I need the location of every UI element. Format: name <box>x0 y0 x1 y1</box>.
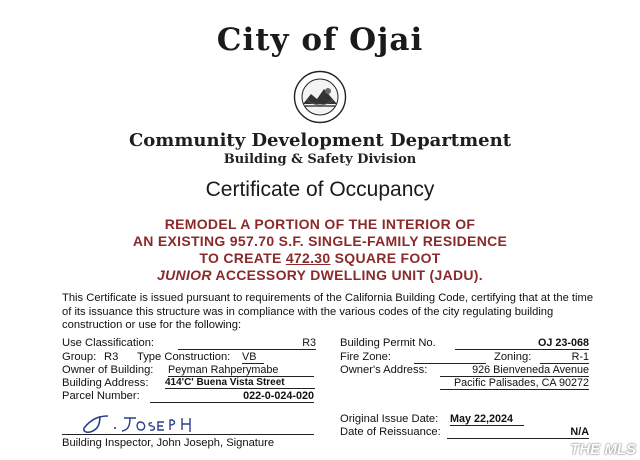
project-line-4-end: ACCESSORY DWELLING UNIT (JADU). <box>211 267 483 283</box>
handwritten-signature <box>78 410 218 436</box>
project-line-2: AN EXISTING 957.70 S.F. SINGLE-FAMILY RESIDENCE <box>132 233 508 249</box>
project-line-4 <box>0 267 640 283</box>
project-line-3 <box>0 250 640 266</box>
certificate-statement: This Certificate is issued pursuant to requirements of the California Building Code, certifying that at the time of its issuance this structure was in compliance with the various codes of the city regulating building construction or use for the following: <box>62 292 594 331</box>
mls-watermark-logo: THE MLS <box>570 441 636 458</box>
project-line-3-end: SQUARE FOOT <box>330 250 441 266</box>
owner-address-line-1: 926 Bienveneda Avenue <box>440 364 589 377</box>
issue-date-value: May 22,2024 <box>450 413 524 426</box>
use-classification-label: Use Classification: <box>62 337 155 349</box>
type-construction-value: VB <box>242 351 264 364</box>
project-line-4-emphasis: JUNIOR <box>157 267 212 283</box>
signature-line <box>62 434 314 435</box>
type-construction-label: Type Construction: <box>137 351 231 363</box>
group-label: Group: <box>62 351 97 363</box>
fire-zone-label: Fire Zone: <box>340 351 391 363</box>
building-address-value: 414'C' Buena Vista Street <box>165 377 315 389</box>
signature-caption: Building Inspector, John Joseph, Signature <box>62 437 275 449</box>
fire-zone-value <box>414 351 486 364</box>
division-name: Building & Safety Division <box>223 152 417 167</box>
permit-label: Building Permit No. <box>340 337 436 349</box>
certificate-title: Certificate of Occupancy <box>205 178 435 201</box>
issue-date-label: Original Issue Date: <box>340 413 439 425</box>
owner-label: Owner of Building: <box>62 364 154 376</box>
building-address-label: Building Address: <box>62 377 149 389</box>
department-name: Community Development Department <box>128 130 512 151</box>
project-line-3-start: TO CREATE <box>199 250 286 266</box>
owner-address-line-2: Pacific Palisades, CA 90272 <box>440 377 589 390</box>
reissue-date-value: N/A <box>447 426 589 439</box>
use-classification-value: R3 <box>178 337 316 350</box>
city-title: City of Ojai <box>216 22 424 58</box>
group-value: R3 <box>104 351 119 363</box>
owner-value: Peyman Rahperymabe <box>168 364 314 377</box>
zoning-value: R-1 <box>540 351 589 364</box>
square-footage: 472.30 <box>285 250 331 266</box>
permit-value: OJ 23-068 <box>455 337 589 350</box>
owner-address-label: Owner's Address: <box>340 364 428 376</box>
city-seal-icon <box>293 70 347 124</box>
project-line-1: REMODEL A PORTION OF THE INTERIOR OF <box>164 216 476 232</box>
zoning-label: Zoning: <box>494 351 532 363</box>
parcel-number-label: Parcel Number: <box>62 390 140 402</box>
reissue-date-label: Date of Reissuance: <box>340 426 441 438</box>
parcel-number-value: 022-0-024-020 <box>150 390 314 403</box>
